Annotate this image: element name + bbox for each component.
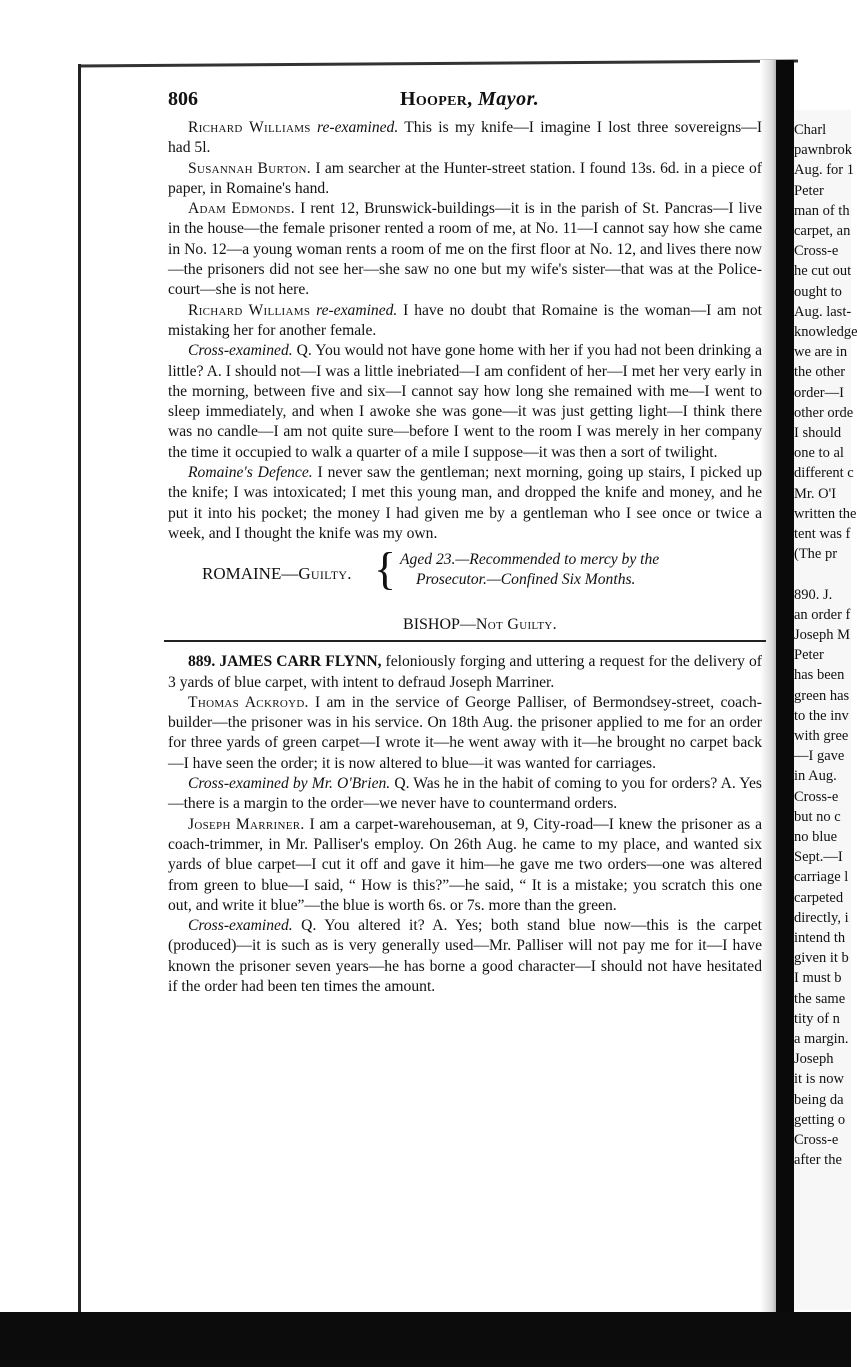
facing-page-line: man of th (794, 202, 850, 219)
facing-page-line: given it b (794, 950, 849, 967)
facing-page-line: I should (794, 425, 842, 441)
facing-page-line: written the (794, 505, 857, 522)
testimony-block (168, 118, 762, 544)
testimony-paragraph (168, 463, 762, 544)
facing-page-line: one to al (794, 445, 844, 462)
facing-page-line: in Aug. (794, 768, 837, 785)
speaker-name: Richard Williams (188, 301, 311, 319)
testimony-paragraph (168, 301, 762, 342)
facing-page-line: 890. J. (794, 586, 833, 603)
section-divider (164, 640, 766, 642)
facing-page-line: tent was f (794, 526, 851, 542)
testimony-text: I am searcher at the Hunter-street station. I found 13s. 6d. in a piece of paper, in Romaine's hand. (168, 159, 762, 197)
testimony-text: I am in the service of George Palliser, of Bermondsey-street, coach-builder—the prisoner was in his service. On 18th Aug. the prisoner applied to me for an order for three yards of green carpet—I wrote it—he went away with it—he brought no carpet back—I have seen the order; it is now altered to blue—it was wanted for carriages. (168, 693, 763, 772)
facing-page-line: getting o (794, 1111, 846, 1128)
testimony-text: Q. You would not have gone home with her if you had not been drinking a little? A. I should not—I was a little inebriated—I am confident of her—I met her very early in the morning, between five and six—I cannot say how long she remained with me—I went to sleep immediately, and when I awoke she was gone—it was just getting light—I think there was no candle—I am not quite sure—before I went to the room I was merely in her company the time it occupied to walk a quarter of a mile I suppose—it was then a sort of twilight. (168, 342, 762, 461)
facing-page-line: a margin. (794, 1031, 849, 1047)
facing-page-fragment (794, 110, 858, 1310)
facing-page-line: but no c (794, 808, 841, 825)
facing-page-line: has been (794, 667, 845, 684)
speaker-name: Thomas Ackroyd. (188, 693, 309, 711)
facing-page-line: the same (794, 990, 846, 1007)
facing-page-line: carpet, an (794, 223, 851, 239)
facing-page-line: Aug. for 1 (794, 162, 855, 179)
facing-page-line: Cross-e (794, 243, 839, 260)
facing-page-line: tity of n (794, 1010, 840, 1027)
page-header (168, 84, 762, 118)
facing-page-line: green has (794, 687, 850, 704)
facing-page-line: I must b (794, 970, 842, 987)
examination-tag: Romaine's Defence. (188, 464, 313, 482)
examination-tag: re-examined. (316, 301, 398, 319)
page-number: 806 (168, 88, 198, 110)
facing-page-line: Aug. last- (794, 303, 852, 320)
testimony-paragraph (168, 774, 762, 815)
testimony-text: I am a carpet-warehouseman, at 9, City-road—I knew the prisoner as a coach-trimmer, in Mr. Palliser's employ. On 26th Aug. he came to my place, and wanted six yards of blue carpet—I cut it off and gave it him—he gave me two orders—one was altered from green to blue—I said, “ How is this?”—he said, “ It is a mistake; you scratch this one out, and write it blue”—the blue is worth 6s. or 7s. more than the green. (168, 815, 763, 914)
testimony-text: I have no doubt that Romaine is the woman—I am not mistaking her for another female. (168, 301, 762, 339)
facing-page-line: Charl (794, 122, 827, 138)
facing-page-line: intend th (794, 930, 846, 946)
facing-page-line: after the (794, 1152, 842, 1169)
page-top-margin (0, 0, 851, 62)
verdict-brace: { (374, 543, 397, 595)
testimony-block-2 (168, 693, 762, 997)
facing-page-line: the other (794, 364, 846, 381)
page-edge-left (78, 64, 81, 1314)
facing-page-line: Sept.—I (794, 849, 843, 866)
facing-page-line: carriage l (794, 869, 849, 886)
facing-page-line: Peter (794, 647, 824, 664)
testimony-paragraph (168, 815, 762, 916)
facing-page-line: Joseph (794, 1051, 834, 1068)
facing-page-line: Cross-e (794, 788, 839, 805)
scan-bottom-border (0, 1312, 851, 1367)
document-page (168, 84, 762, 997)
testimony-text: Q. You altered it? A. Yes; both stand blue now—this is the carpet (produced)—it is such as is very generally used—Mr. Palliser will not pay me for it—I have known the prisoner seven years—he has borne a good character—I should not have hesitated if the order had been ten times the amount. (168, 917, 762, 995)
facing-page-line: carpeted (794, 889, 844, 906)
facing-page-line: —I gave (794, 748, 845, 765)
facing-page-line: Peter (794, 182, 824, 199)
facing-page-line: (The pr (794, 546, 838, 563)
facing-page-line: we are in (794, 344, 848, 361)
facing-page-line: other orde (794, 404, 854, 421)
testimony-text: I rent 12, Brunswick-buildings—it is in the parish of St. Pancras—I live in the house—the female prisoner rented a room of me, at No. 11—I cannot say how she came in No. 12—a young woman rents a room of me on the first floor at No. 12, and lives there now—the prisoners did not see her—she saw no one but my wife's sister—that was at the Police-court—she is not here. (168, 200, 763, 299)
facing-page-line: to the inv (794, 707, 849, 724)
testimony-text: I never saw the gentleman; next morning, going up stairs, I picked up the knife; I was intoxicated; I met this young man, and dropped the knife and money, and he put it into his pocket; the money I had given me by a gentleman who I see once or twice a week, and I thought the knife was my own. (168, 464, 763, 542)
facing-page-line: pawnbrok (794, 142, 852, 159)
examination-tag: re-examined. (317, 119, 399, 136)
facing-page-line: Mr. O'I (794, 485, 837, 502)
facing-page-line: it is now (794, 1071, 844, 1088)
facing-page-line: different c (794, 465, 854, 482)
testimony-paragraph (168, 199, 762, 300)
examination-tag: Cross-examined. (188, 342, 293, 360)
speaker-name: Richard Williams (188, 119, 311, 136)
facing-page-line: Joseph M (794, 627, 850, 643)
speaker-name: Susannah Burton. (188, 159, 311, 177)
speaker-name: Joseph Marriner. (188, 815, 305, 833)
facing-page-line: ought to (794, 283, 842, 300)
facing-page-line: order—I (794, 384, 844, 401)
verdict-defendant: ROMAINE—Guilty. (202, 564, 352, 584)
verdict-bishop: BISHOP—Not Guilty. (403, 616, 557, 634)
testimony-text: This is my knife—I imagine I lost three sovereigns—I had 5l. (168, 119, 763, 157)
speaker-name: Adam Edmonds. (188, 200, 295, 218)
testimony-paragraph (168, 118, 762, 159)
facing-page-line: Cross-e (794, 1132, 839, 1148)
facing-page-line: an order f (794, 606, 851, 623)
verdict-sentence: Aged 23.—Recommended to mercy by the Prosecutor.—Confined Six Months. (400, 551, 660, 589)
facing-page-line: with gree (794, 728, 849, 744)
facing-page-line: being da (794, 1091, 844, 1108)
testimony-paragraph (168, 693, 762, 774)
facing-page-line: directly, i (794, 909, 849, 926)
facing-page-line: knowledge (794, 324, 858, 340)
testimony-paragraph (168, 916, 762, 997)
testimony-text: Q. Was he in the habit of coming to you for orders? A. Yes—there is a margin to the order—we never have to countermand orders. (168, 775, 762, 813)
examination-tag: Cross-examined. (188, 917, 293, 935)
facing-page-line: no blue (794, 829, 838, 845)
case-heading: 889. JAMES CARR FLYNN, feloniously forging and uttering a request for the delivery of 3 yards of blue carpet, with intent to defraud Joseph Marriner. (168, 653, 762, 691)
running-head: Hooper, Mayor. (400, 88, 540, 110)
book-gutter-shadow (776, 60, 794, 1320)
testimony-paragraph (168, 341, 762, 463)
examination-tag: Cross-examined by Mr. O'Brien. (188, 775, 391, 793)
testimony-paragraph (168, 159, 762, 200)
facing-page-line: he cut out (794, 263, 852, 280)
verdict (168, 543, 762, 614)
